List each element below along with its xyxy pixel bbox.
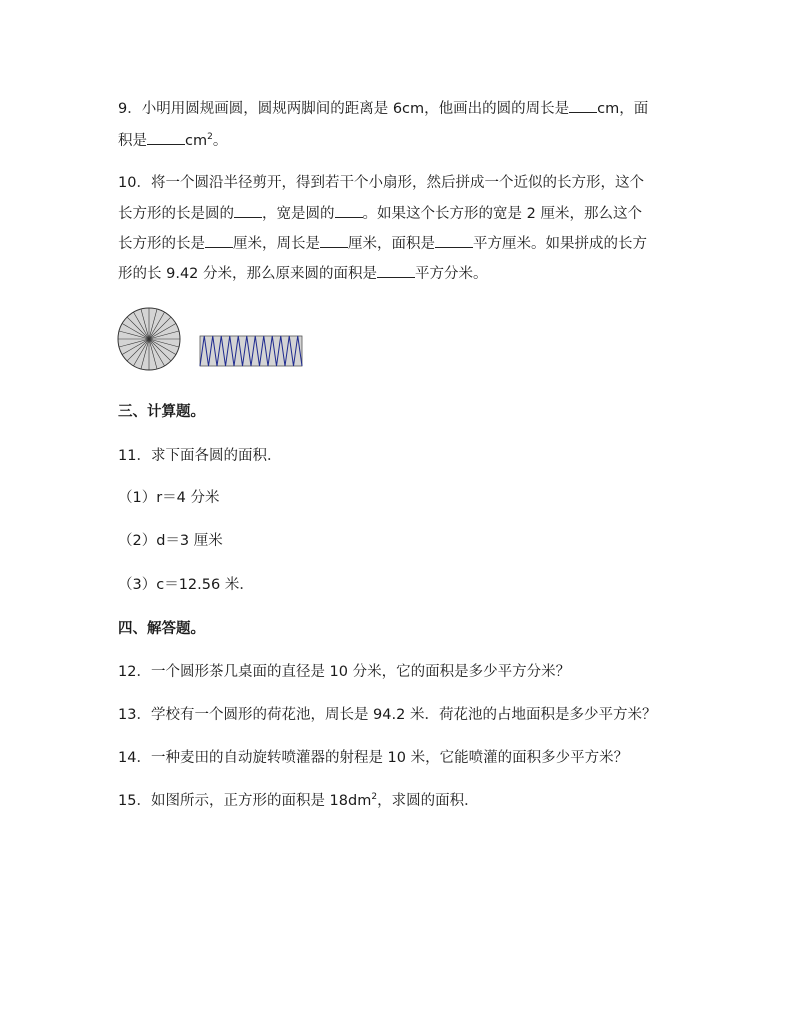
section-4-title-text: 四、解答题。 bbox=[118, 621, 205, 637]
q10-blank-width[interactable] bbox=[335, 203, 363, 218]
q9-unit: cm bbox=[185, 133, 208, 149]
q11-item-3 bbox=[118, 575, 254, 595]
q14-text: 14．一种麦田的自动旋转喷灌器的射程是 10 米，它能喷灌的面积多少平方米？ bbox=[118, 750, 629, 766]
q10-text-3c: 厘米，面积是 bbox=[348, 236, 435, 252]
circle-to-rectangle-figure bbox=[116, 306, 306, 376]
q10-line-1 bbox=[118, 173, 644, 193]
q10-blank-area[interactable] bbox=[435, 233, 473, 248]
q11-text: 11．求下面各圆的面积． bbox=[118, 448, 282, 464]
q11-item-1 bbox=[118, 488, 220, 508]
q12-line bbox=[118, 662, 570, 682]
q13-line bbox=[118, 705, 656, 725]
q9-blank-area[interactable] bbox=[147, 130, 185, 145]
q11-item-2 bbox=[118, 531, 223, 551]
q10-text-2a: 长方形的长是圆的 bbox=[118, 206, 234, 222]
q9-line-2 bbox=[118, 130, 227, 151]
q9-line-1 bbox=[118, 98, 648, 119]
q13-text: 13．学校有一个圆形的荷花池，周长是 94.2 米．荷花池的占地面积是多少平方米？ bbox=[118, 707, 657, 723]
q12-text: 12．一个圆形茶几桌面的直径是 10 分米，它的面积是多少平方分米？ bbox=[118, 664, 571, 680]
q11-line bbox=[118, 446, 281, 466]
sectored-circle bbox=[118, 308, 180, 370]
q10-blank-length-cm[interactable] bbox=[205, 233, 233, 248]
q10-blank-perimeter[interactable] bbox=[320, 233, 348, 248]
q14-line bbox=[118, 748, 628, 768]
q9-text-a: 9．小明用圆规画圆，圆规两脚间的距离是 6cm，他画出的圆的周长是 bbox=[118, 101, 570, 117]
q10-text-2c: 。如果这个长方形的宽是 2 厘米，那么这个 bbox=[362, 206, 642, 222]
q10-line-4 bbox=[118, 263, 488, 284]
section-3-title-text: 三、计算题。 bbox=[118, 404, 205, 420]
q10-blank-length[interactable] bbox=[234, 203, 262, 218]
q10-text-4a: 形的长 9.42 分米，那么原来圆的面积是 bbox=[118, 266, 378, 282]
q15-text-b: ，求圆的面积． bbox=[377, 793, 479, 809]
q15-text-a: 15．如图所示，正方形的面积是 18dm bbox=[118, 793, 372, 809]
q9-blank-circumference[interactable] bbox=[569, 98, 597, 113]
q11-item-2-text: （2）d＝3 厘米 bbox=[118, 533, 223, 549]
q15-line bbox=[118, 791, 479, 811]
q9-unit-sup: 2 bbox=[207, 132, 213, 142]
q10-text-3a: 长方形的长是 bbox=[118, 236, 205, 252]
q10-text-3d: 平方厘米。如果拼成的长方 bbox=[473, 236, 647, 252]
q10-text-4b: 平方分米。 bbox=[415, 266, 488, 282]
q11-item-3-text: （3）c＝12.56 米． bbox=[118, 577, 254, 593]
q10-line-3 bbox=[118, 233, 647, 254]
q10-text-1: 10．将一个圆沿半径剪开，得到若干个小扇形，然后拼成一个近似的长方形，这个 bbox=[118, 175, 644, 191]
q15-unit-sup: 2 bbox=[371, 792, 378, 802]
q10-text-2b: ，宽是圆的 bbox=[262, 206, 335, 222]
section-4-title bbox=[118, 619, 205, 639]
q9-text-b: cm，面 bbox=[597, 101, 649, 117]
section-3-title bbox=[118, 402, 205, 422]
figure-svg bbox=[116, 306, 306, 372]
q10-blank-circle-area[interactable] bbox=[377, 263, 415, 278]
q11-item-1-text: （1）r＝4 分米 bbox=[118, 490, 220, 506]
q10-line-2 bbox=[118, 203, 642, 224]
q9-text-c: 积是 bbox=[118, 133, 147, 149]
rearranged-rectangle bbox=[200, 336, 302, 366]
q10-text-3b: 厘米，周长是 bbox=[233, 236, 320, 252]
q9-end: 。 bbox=[212, 133, 228, 149]
